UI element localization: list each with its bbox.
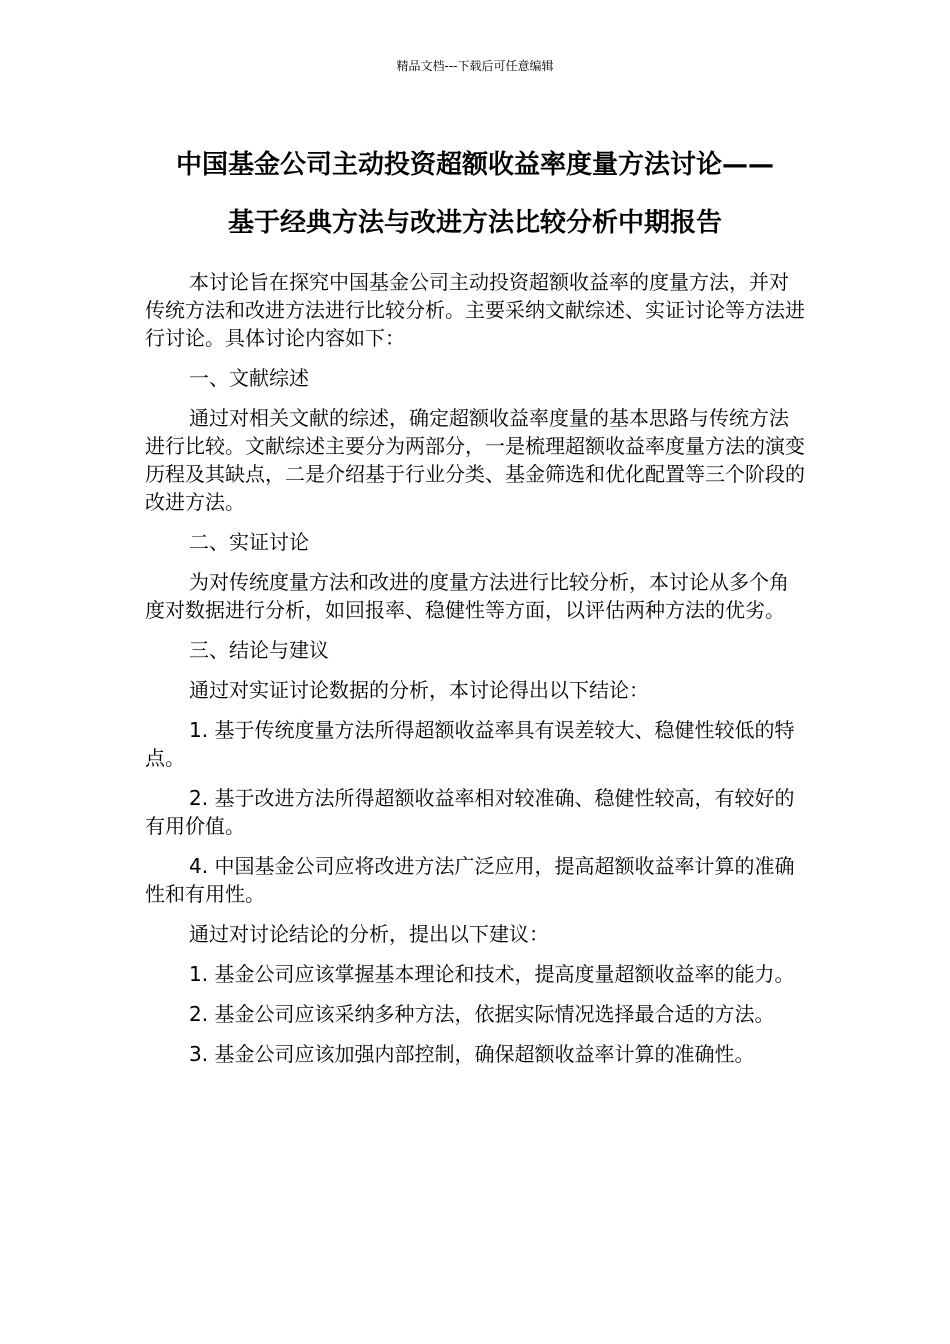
- suggestions-intro-paragraph: 通过对讨论结论的分析，提出以下建议：: [189, 922, 549, 946]
- conclusion-item: 2. 基于改进方法所得超额收益率相对较准确、稳健性较高，有较好的有用价值。: [145, 786, 795, 838]
- document-title: [80, 136, 870, 252]
- title-line-2: 基于经典方法与改进方法比较分析中期报告: [227, 208, 722, 238]
- suggestion-item: 3. 基金公司应该加强内部控制，确保超额收益率计算的准确性。: [189, 1042, 755, 1066]
- conclusion-item: 4. 中国基金公司应将改进方法广泛应用，提高超额收益率计算的准确性和有用性。: [145, 854, 795, 906]
- section-heading-empirical-discussion: 二、实证讨论: [189, 530, 309, 554]
- literature-review-paragraph: 通过对相关文献的综述，确定超额收益率度量的基本思路与传统方法进行比较。文献综述主要分为两部分，一是梳理超额收益率度量方法的演变历程及其缺点，二是介绍基于行业分类、基金筛选和优化配置等三个阶段的改进方法。: [145, 406, 805, 514]
- conclusion-item: 1. 基于传统度量方法所得超额收益率具有误差较大、稳健性较低的特点。: [145, 718, 795, 770]
- document-body: [145, 268, 805, 1080]
- empirical-discussion-paragraph: 为对传统度量方法和改进的度量方法进行比较分析，本讨论从多个角度对数据进行分析，如回报率、稳健性等方面，以评估两种方法的优劣。: [145, 570, 789, 622]
- conclusions-intro-paragraph: 通过对实证讨论数据的分析，本讨论得出以下结论：: [189, 678, 649, 702]
- intro-paragraph: 本讨论旨在探究中国基金公司主动投资超额收益率的度量方法，并对传统方法和改进方法进行比较分析。主要采纳文献综述、实证讨论等方法进行讨论。具体讨论内容如下：: [145, 270, 805, 350]
- section-heading-literature-review: 一、文献综述: [189, 366, 309, 390]
- suggestion-item: 1. 基金公司应该掌握基本理论和技术，提高度量超额收益率的能力。: [189, 962, 795, 986]
- title-line-1: 中国基金公司主动投资超额收益率度量方法讨论——: [175, 150, 774, 180]
- page-header: 精品文档---下载后可任意编辑: [396, 59, 554, 73]
- suggestion-item: 2. 基金公司应该采纳多种方法，依据实际情况选择最合适的方法。: [189, 1002, 775, 1026]
- section-heading-conclusions: 三、结论与建议: [189, 638, 329, 662]
